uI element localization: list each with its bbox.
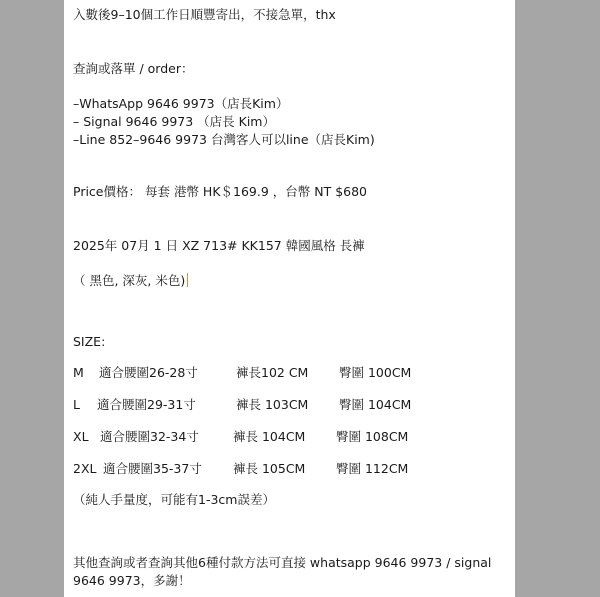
size-length: 褲長102 CM (236, 365, 309, 380)
size-label: 2XL (73, 461, 97, 476)
contact-whatsapp: –WhatsApp 9646 9973（店長Kim） (73, 96, 289, 111)
size-label: L (73, 397, 80, 412)
price-text: Price價格： 每套 港幣 HK＄169.9 ，台幣 NT $680 (73, 184, 368, 199)
intro-text: 入數後9–10個工作日順豐寄出，不接急單，thx (73, 7, 336, 22)
size-heading: SIZE: (73, 334, 106, 349)
product-colors[interactable] (73, 273, 188, 289)
contact-signal: – Signal 9646 9973 （店長 Kim） (73, 114, 275, 129)
size-length: 褲長 104CM (233, 429, 306, 444)
contact-line: –Line 852–9646 9973 台灣客人可以line（店長Kim) (73, 132, 375, 147)
size-waist: 適合腰圍26-28寸 (99, 365, 198, 380)
size-note: （純人手量度，可能有1-3cm誤差） (73, 492, 275, 507)
size-hip: 臀圍 112CM (336, 461, 409, 476)
document-page (64, 0, 515, 597)
text-cursor (187, 273, 188, 287)
size-waist: 適合腰圍35-37寸 (103, 461, 202, 476)
size-waist: 適合腰圍29-31寸 (97, 397, 196, 412)
product-colors-text: （ 黑色, 深灰, 米色) (73, 273, 186, 288)
size-waist: 適合腰圍32-34寸 (100, 429, 199, 444)
footer-line-1: 其他查詢或者查詢其他6種付款方法可直接 whatsapp 9646 9973 / signal (73, 555, 492, 570)
size-hip: 臀圍 104CM (339, 397, 412, 412)
footer-line-2: 9646 9973，多謝！ (73, 573, 191, 588)
size-length: 褲長 105CM (233, 461, 306, 476)
size-label: M (73, 365, 84, 380)
size-length: 褲長 103CM (236, 397, 309, 412)
size-label: XL (73, 429, 89, 444)
size-hip: 臀圍 108CM (336, 429, 409, 444)
contact-heading: 查詢或落單 / order： (73, 61, 194, 76)
product-title: 2025年 07月 1 日 XZ 713# KK157 韓國風格 長褲 (73, 238, 365, 253)
size-hip: 臀圍 100CM (339, 365, 412, 380)
